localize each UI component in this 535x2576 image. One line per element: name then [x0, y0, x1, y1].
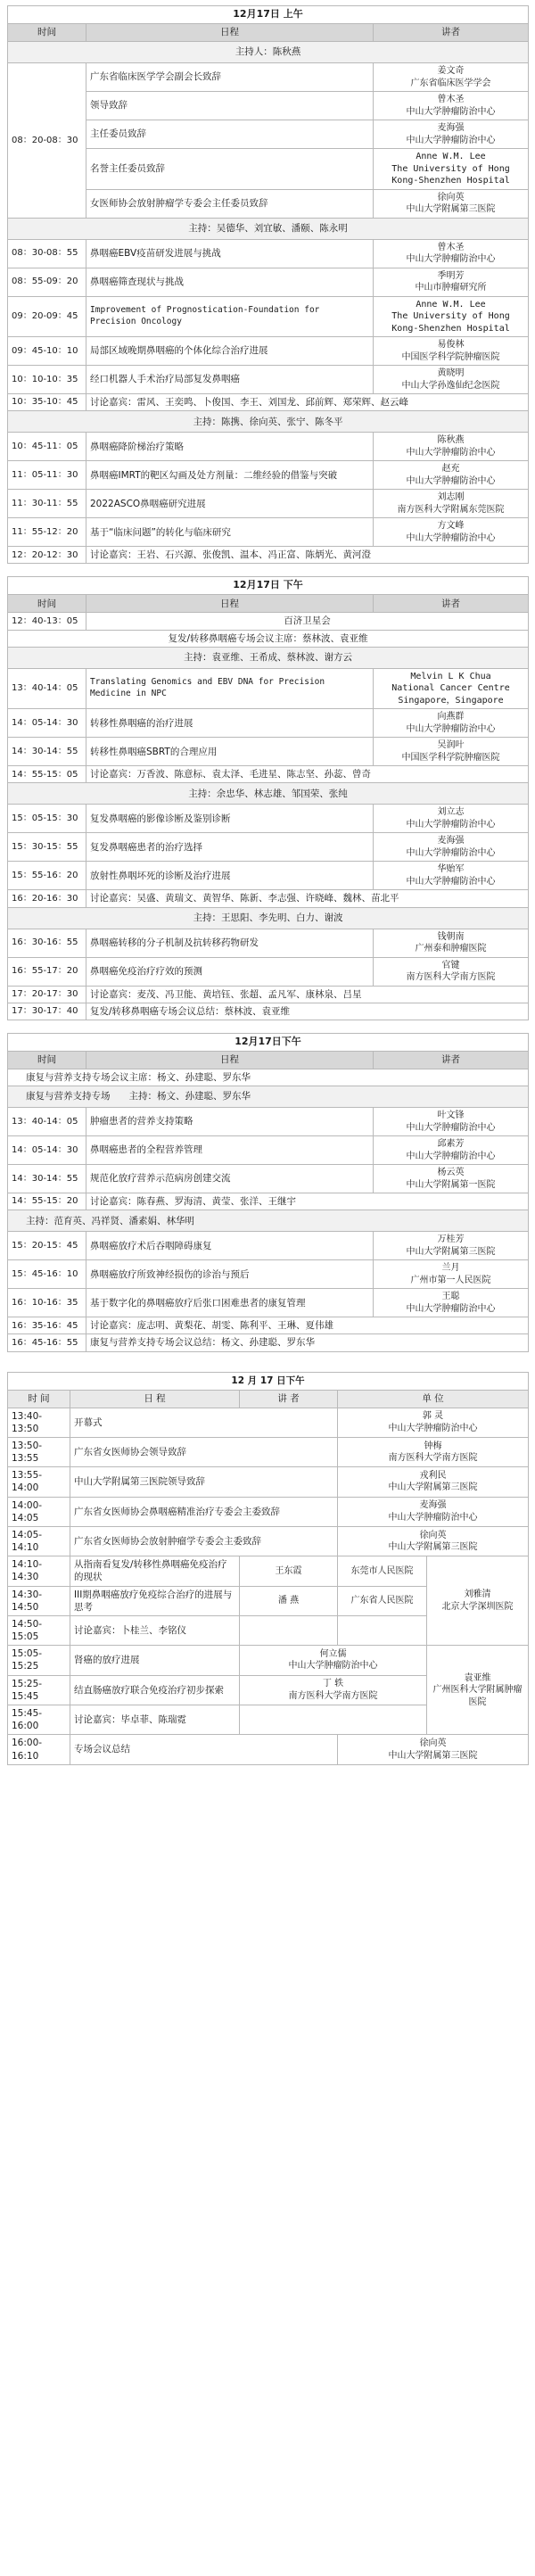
chair-row: 主持：余忠华、林志雄、邹国荣、张纯 [8, 783, 529, 805]
agenda-topic: 女医师协会放射肿瘤学专委会主任委员致辞 [86, 189, 374, 218]
agenda-unit: 郭 灵 中山大学肿瘤防治中心 [338, 1408, 529, 1437]
agenda-group [8, 433, 529, 564]
chair-row: 主持：吴德华、刘宜敏、潘颐、陈永明 [8, 218, 529, 239]
agenda-speaker: 曾木圣 中山大学肿瘤防治中心 [374, 239, 529, 268]
header-time: 时间 [8, 1051, 86, 1069]
agenda-group [8, 1408, 529, 1764]
column-headers [8, 595, 529, 613]
agenda-time: 14：30-14：55 [8, 1165, 86, 1193]
chair-row: 主持：王思阳、李先明、白力、谢波 [8, 907, 529, 929]
header-topic: 日 程 [70, 1390, 240, 1408]
agenda-time: 13：40-14：05 [8, 1108, 86, 1136]
agenda-topic: 复发鼻咽癌的影像诊断及鉴别诊断 [86, 805, 374, 833]
agenda-time: 08：30-08：55 [8, 239, 86, 268]
agenda-row [8, 149, 529, 190]
chair-row: 主持：袁亚维、王希成、蔡林波、谢方云 [8, 647, 529, 668]
agenda-speaker: 易俊林 中国医学科学院肿瘤医院 [374, 337, 529, 366]
agenda-row [8, 1556, 529, 1586]
agenda-row [8, 709, 529, 738]
date-label: 12月17日下午 [8, 1033, 529, 1051]
agenda-speaker: 赵充 中山大学肿瘤防治中心 [374, 461, 529, 490]
agenda-row [8, 1260, 529, 1289]
agenda-topic: 讨论嘉宾：庞志明、黄梨花、胡雯、陈利平、王琳、夏伟雄 [86, 1317, 529, 1334]
agenda-row [8, 613, 529, 630]
agenda-row [8, 738, 529, 766]
agenda-row [8, 862, 529, 890]
agenda-time: 13:50-13:55 [8, 1437, 70, 1466]
agenda-topic: 广东省女医师协会鼻咽癌精准治疗专委会主委致辞 [70, 1497, 338, 1526]
agenda-time: 16：30-16：55 [8, 929, 86, 957]
agenda-row [8, 1108, 529, 1136]
agenda-topic: 局部区域晚期鼻咽癌的个体化综合治疗进展 [86, 337, 374, 366]
header-topic: 日程 [86, 595, 374, 613]
agenda-speaker: 钱朝南 广州泰和肿瘤医院 [374, 929, 529, 957]
agenda-topic: 讨论嘉宾：卜桂兰、李铭仪 [70, 1615, 240, 1645]
column-headers [8, 24, 529, 42]
agenda-row [8, 518, 529, 547]
header-speaker: 讲者 [374, 1051, 529, 1069]
agenda-row [8, 1289, 529, 1317]
agenda-time: 16：35-16：45 [8, 1317, 86, 1334]
agenda-topic: 结直肠癌放疗联合免疫治疗初步探索 [70, 1675, 240, 1705]
agenda-topic: 讨论嘉宾：麦茂、冯卫能、黄培钰、张超、孟凡军、康林泉、吕星 [86, 986, 529, 1003]
agenda-speaker: Anne W.M. Lee The University of Hong Kong-Shenzhen Hospital [374, 149, 529, 190]
agenda-row [8, 92, 529, 120]
agenda-speaker: 季明芳 中山市肿瘤研究所 [374, 268, 529, 296]
date-label: 12月17日 下午 [8, 577, 529, 595]
agenda-time: 16:00-16:10 [8, 1735, 70, 1764]
agenda-row [8, 1497, 529, 1526]
header-time: 时间 [8, 24, 86, 42]
agenda-time: 09：45-10：10 [8, 337, 86, 366]
agenda-speaker: 吴润叶 中国医学科学院肿瘤医院 [374, 738, 529, 766]
agenda-topic: 转移性鼻咽癌的治疗进展 [86, 709, 374, 738]
agenda-time: 16：55-17：20 [8, 957, 86, 986]
agenda-topic: 康复与营养支持专场会议总结：杨文、孙建聪、罗东华 [86, 1334, 529, 1351]
agenda-speaker [240, 1615, 338, 1645]
agenda-speaker: 王聪 中山大学肿瘤防治中心 [374, 1289, 529, 1317]
agenda-row [8, 1526, 529, 1556]
agenda-row [8, 805, 529, 833]
agenda-speaker: 何立儒 中山大学肿瘤防治中心 [240, 1646, 427, 1675]
agenda-topic: 放射性鼻咽坏死的诊断及治疗进展 [86, 862, 374, 890]
date-label: 12 月 17 日下午 [8, 1372, 529, 1390]
agenda-topic: III期鼻咽癌放疗免疫综合治疗的进展与思考 [70, 1586, 240, 1615]
agenda-time: 14:00-14:05 [8, 1497, 70, 1526]
session-title-row: 康复与营养支持专场会议主席：杨文、孙建聪、罗东华 [8, 1069, 529, 1086]
agenda-time: 14：55-15：05 [8, 766, 86, 783]
agenda-row [8, 890, 529, 907]
agenda-topic: 规范化放疗营养示范病房创建交流 [86, 1165, 374, 1193]
chair-row: 主持：陈携、徐向英、张宁、陈冬平 [8, 411, 529, 433]
date-header [8, 1033, 529, 1051]
date-header [8, 6, 529, 24]
agenda-row [8, 239, 529, 268]
agenda-speaker: 黄晓明 中山大学孙逸仙纪念医院 [374, 366, 529, 394]
agenda-time: 11：55-12：20 [8, 518, 86, 547]
agenda-time: 16：45-16：55 [8, 1334, 86, 1351]
agenda-row [8, 189, 529, 218]
column-headers [8, 1390, 529, 1408]
agenda-row [8, 296, 529, 337]
agenda-time: 13：40-14：05 [8, 668, 86, 709]
header-topic: 日程 [86, 1051, 374, 1069]
agenda-time: 14：55-15：20 [8, 1193, 86, 1210]
agenda-row [8, 668, 529, 709]
agenda-time: 15：45-16：10 [8, 1260, 86, 1289]
agenda-topic: 复发/转移鼻咽癌专场会议总结：蔡林波、袁亚维 [86, 1003, 529, 1020]
agenda-topic: 鼻咽癌转移的分子机制及抗转移药物研发 [86, 929, 374, 957]
agenda-row [8, 1317, 529, 1334]
agenda-topic: 讨论嘉宾：万香波、陈意标、袁太泽、毛进星、陈志坚、孙蕊、曾奇 [86, 766, 529, 783]
agenda-speaker: 万桂芳 中山大学附属第三医院 [374, 1232, 529, 1260]
agenda-row [8, 1437, 529, 1466]
agenda-topic: Improvement of Prognostication-Foundation for Precision Oncology [86, 296, 374, 337]
header-speaker: 讲者 [374, 595, 529, 613]
agenda-time: 16：10-16：35 [8, 1289, 86, 1317]
agenda-row [8, 1232, 529, 1260]
agenda-topic: 经口机器人手术治疗局部复发鼻咽癌 [86, 366, 374, 394]
agenda-topic: 鼻咽癌筛查现状与挑战 [86, 268, 374, 296]
agenda-time: 14:05-14:10 [8, 1526, 70, 1556]
agenda-time: 15：55-16：20 [8, 862, 86, 890]
agenda-speaker: 姜文奇 广东省临床医学学会 [374, 63, 529, 92]
header-time: 时 间 [8, 1390, 70, 1408]
agenda-topic: 基于“临床问题”的转化与临床研究 [86, 518, 374, 547]
agenda-row [8, 1193, 529, 1210]
agenda-speaker: 麦海强 中山大学肿瘤防治中心 [374, 120, 529, 149]
agenda-row [8, 366, 529, 394]
agenda-topic: 肿瘤患者的营养支持策略 [86, 1108, 374, 1136]
agenda-row [8, 1735, 529, 1764]
agenda-row [8, 957, 529, 986]
agenda-topic: 讨论嘉宾：王岩、石兴源、张俊凯、温本、冯正富、陈炳光、黄河澄 [86, 547, 529, 564]
schedule-table-afternoon-2 [7, 1033, 529, 1352]
chair-row: 康复与营养支持专场 主持：杨文、孙建聪、罗东华 [8, 1086, 529, 1108]
agenda-unit [338, 1615, 427, 1645]
agenda-speaker: 刘志刚 南方医科大学附属东莞医院 [374, 490, 529, 518]
agenda-row [8, 929, 529, 957]
agenda-time: 14：05-14：30 [8, 1136, 86, 1165]
agenda-topic: 讨论嘉宾：吴盛、黄瑞文、黄智华、陈新、李志强、许晓峰、魏林、苗北平 [86, 890, 529, 907]
agenda-row [8, 1646, 529, 1675]
agenda-topic: 复发鼻咽癌患者的治疗选择 [86, 833, 374, 862]
agenda-group [8, 929, 529, 1020]
agenda-speaker: 刘立志 中山大学肿瘤防治中心 [374, 805, 529, 833]
agenda-topic: 从指南看复发/转移性鼻咽癌免疫治疗的现状 [70, 1556, 240, 1586]
agenda-topic: Translating Genomics and EBV DNA for Precision Medicine in NPC [86, 668, 374, 709]
agenda-time: 13:55-14:00 [8, 1467, 70, 1497]
agenda-time: 14：05-14：30 [8, 709, 86, 738]
agenda-topic: 讨论嘉宾：陈春燕、罗海清、黄莹、张洋、王继宇 [86, 1193, 529, 1210]
agenda-group [8, 1232, 529, 1351]
agenda-row [8, 120, 529, 149]
agenda-unit: 徐向英 中山大学附属第三医院 [338, 1526, 529, 1556]
agenda-unit: 戎利民 中山大学附属第三医院 [338, 1467, 529, 1497]
agenda-topic: 鼻咽癌患者的全程营养管理 [86, 1136, 374, 1165]
agenda-time: 13:40-13:50 [8, 1408, 70, 1437]
agenda-row [8, 833, 529, 862]
session-title-row: 复发/转移鼻咽癌专场会议主席：蔡林波、袁亚维 [8, 630, 529, 647]
agenda-speaker: 向燕群 中山大学肿瘤防治中心 [374, 709, 529, 738]
agenda-speaker: 潘 燕 [240, 1586, 338, 1615]
agenda-group [8, 239, 529, 411]
agenda-row [8, 1003, 529, 1020]
agenda-time: 15：30-15：55 [8, 833, 86, 862]
agenda-time: 10：10-10：35 [8, 366, 86, 394]
agenda-topic: 鼻咽癌IMRT的靶区勾画及处方剂量：二维经验的借鉴与突破 [86, 461, 374, 490]
agenda-time: 15:05-15:25 [8, 1646, 70, 1675]
agenda-speaker: 邱素芳 中山大学肿瘤防治中心 [374, 1136, 529, 1165]
agenda-row [8, 461, 529, 490]
header-speaker: 讲 者 [240, 1390, 338, 1408]
header-unit: 单 位 [338, 1390, 529, 1408]
agenda-time: 12：40-13：05 [8, 613, 86, 630]
agenda-time: 10：35-10：45 [8, 394, 86, 411]
agenda-topic: 中山大学附属第三医院领导致辞 [70, 1467, 338, 1497]
agenda-topic: 2022ASCO鼻咽癌研究进展 [86, 490, 374, 518]
agenda-row [8, 63, 529, 92]
chair-row: 主持：范育英、冯祥贤、潘素娟、林华明 [8, 1210, 529, 1232]
column-headers [8, 1051, 529, 1069]
agenda-time: 14:10-14:30 [8, 1556, 70, 1586]
agenda-topic: 鼻咽癌降阶梯治疗策略 [86, 433, 374, 461]
agenda-unit: 钟梅 南方医科大学南方医院 [338, 1437, 529, 1466]
agenda-time: 11：30-11：55 [8, 490, 86, 518]
agenda-group [8, 668, 529, 783]
agenda-time: 16：20-16：30 [8, 890, 86, 907]
agenda-unit: 徐向英 中山大学附属第三医院 [338, 1735, 529, 1764]
agenda-speaker [240, 1705, 427, 1735]
agenda-row [8, 1136, 529, 1165]
agenda-speaker: 方文峰 中山大学肿瘤防治中心 [374, 518, 529, 547]
agenda-topic: 开幕式 [70, 1408, 338, 1437]
agenda-topic: 专场会议总结 [70, 1735, 338, 1764]
schedule-table-morning [7, 5, 529, 564]
agenda-topic: 讨论嘉宾：毕卓菲、陈瑞霓 [70, 1705, 240, 1735]
agenda-row [8, 547, 529, 564]
agenda-time: 08：20-08：30 [8, 63, 86, 219]
agenda-time: 14:50-15:05 [8, 1615, 70, 1645]
schedule-table-afternoon-1 [7, 576, 529, 1020]
date-label: 12月17日 上午 [8, 6, 529, 24]
agenda-speaker: 陈秋燕 中山大学肿瘤防治中心 [374, 433, 529, 461]
agenda-row [8, 268, 529, 296]
agenda-speaker: Melvin L K Chua National Cancer Centre Singapore，Singapore [374, 668, 529, 709]
agenda-time: 11：05-11：30 [8, 461, 86, 490]
header-time: 时间 [8, 595, 86, 613]
agenda-speaker: 兰月 广州市第一人民医院 [374, 1260, 529, 1289]
agenda-time: 15:25-15:45 [8, 1675, 70, 1705]
agenda-speaker: 官键 南方医科大学南方医院 [374, 957, 529, 986]
agenda-topic: 领导致辞 [86, 92, 374, 120]
agenda-speaker: 徐向英 中山大学附属第三医院 [374, 189, 529, 218]
agenda-topic: 鼻咽癌放疗所致神经损伤的诊治与预后 [86, 1260, 374, 1289]
agenda-time: 12：20-12：30 [8, 547, 86, 564]
schedule-table-afternoon-3 [7, 1372, 529, 1765]
agenda-speaker: 华贻军 中山大学肿瘤防治中心 [374, 862, 529, 890]
agenda-row [8, 394, 529, 411]
agenda-time: 15:45-16:00 [8, 1705, 70, 1735]
agenda-speaker: 叶文锋 中山大学肿瘤防治中心 [374, 1108, 529, 1136]
agenda-time: 14：30-14：55 [8, 738, 86, 766]
agenda-unit: 麦海强 中山大学肿瘤防治中心 [338, 1497, 529, 1526]
agenda-speaker: 曾木圣 中山大学肿瘤防治中心 [374, 92, 529, 120]
agenda-time: 15：05-15：30 [8, 805, 86, 833]
agenda-topic: 讨论嘉宾：雷风、王奕鸣、卜俊国、李王、刘国龙、邱前辉、郑荣辉、赵云峰 [86, 394, 529, 411]
agenda-topic: 转移性鼻咽癌SBRT的合理应用 [86, 738, 374, 766]
agenda-topic: 鼻咽癌放疗术后吞咽障碍康复 [86, 1232, 374, 1260]
agenda-topic: 百济卫星会 [86, 613, 529, 630]
agenda-unit: 广东省人民医院 [338, 1586, 427, 1615]
agenda-topic: 鼻咽癌免疫治疗疗效的预测 [86, 957, 374, 986]
agenda-time: 17：30-17：40 [8, 1003, 86, 1020]
agenda-topic: 基于数字化的鼻咽癌放疗后张口困难患者的康复管理 [86, 1289, 374, 1317]
agenda-row [8, 986, 529, 1003]
agenda-row [8, 433, 529, 461]
agenda-group [8, 63, 529, 219]
agenda-group [8, 1108, 529, 1210]
header-topic: 日程 [86, 24, 374, 42]
agenda-row [8, 337, 529, 366]
agenda-speaker: 丁 轶 南方医科大学南方医院 [240, 1675, 427, 1705]
agenda-row [8, 1165, 529, 1193]
agenda-topic: 肾癌的放疗进展 [70, 1646, 240, 1675]
date-header [8, 577, 529, 595]
agenda-speaker: 王东霞 [240, 1556, 338, 1586]
agenda-topic: 广东省女医师协会放射肿瘤学专委会主委致辞 [70, 1526, 338, 1556]
agenda-speaker: 麦海强 中山大学肿瘤防治中心 [374, 833, 529, 862]
header-speaker: 讲者 [374, 24, 529, 42]
agenda-speaker: Anne W.M. Lee The University of Hong Kong-Shenzhen Hospital [374, 296, 529, 337]
agenda-unit: 东莞市人民医院 [338, 1556, 427, 1586]
agenda-time: 14:30-14:50 [8, 1586, 70, 1615]
chair-name: 刘雅清 北京大学深圳医院 [427, 1556, 529, 1646]
agenda-row [8, 1467, 529, 1497]
agenda-topic: 广东省临床医学学会副会长致辞 [86, 63, 374, 92]
chair-name: 袁亚维 广州医科大学附属肿瘤医院 [427, 1646, 529, 1735]
agenda-time: 15：20-15：45 [8, 1232, 86, 1260]
agenda-row [8, 490, 529, 518]
agenda-topic: 鼻咽癌EBV疫苗研发进展与挑战 [86, 239, 374, 268]
agenda-row [8, 766, 529, 783]
agenda-topic: 名誉主任委员致辞 [86, 149, 374, 190]
agenda-speaker: 杨云英 中山大学附属第一医院 [374, 1165, 529, 1193]
agenda-group [8, 613, 529, 630]
chair-row: 主持人：陈秋燕 [8, 42, 529, 63]
agenda-row [8, 1334, 529, 1351]
agenda-time: 17：20-17：30 [8, 986, 86, 1003]
agenda-topic: 主任委员致辞 [86, 120, 374, 149]
agenda-time: 08：55-09：20 [8, 268, 86, 296]
agenda-time: 10：45-11：05 [8, 433, 86, 461]
agenda-row [8, 1408, 529, 1437]
agenda-topic: 广东省女医师协会领导致辞 [70, 1437, 338, 1466]
agenda-group [8, 805, 529, 907]
agenda-time: 09：20-09：45 [8, 296, 86, 337]
date-header [8, 1372, 529, 1390]
